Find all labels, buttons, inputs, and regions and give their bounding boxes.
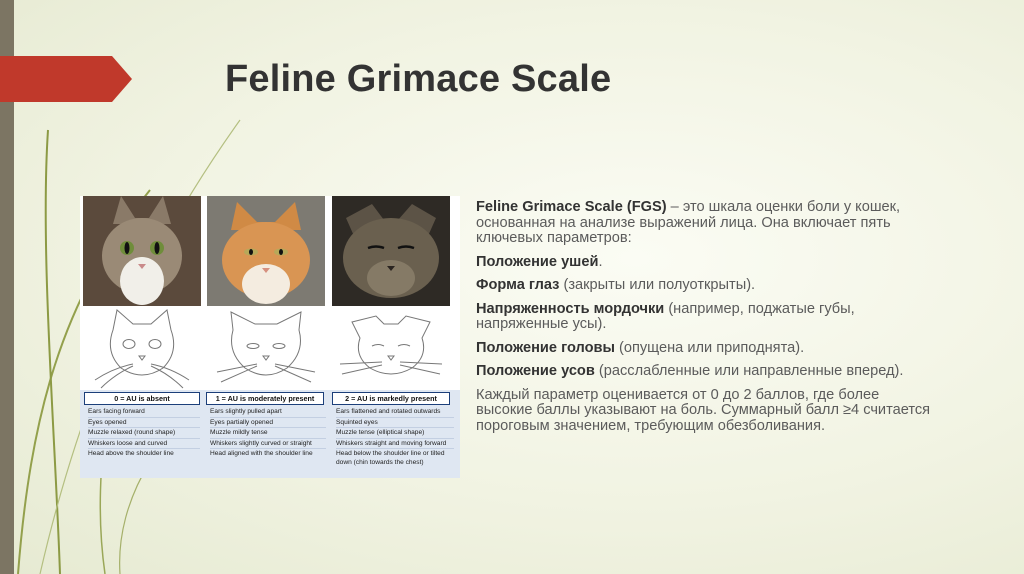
intro-paragraph	[476, 200, 936, 247]
param-muzzle-text: (например, поджатые губы, напряженные усы).	[476, 300, 855, 332]
cat-sketch-relaxed	[83, 308, 201, 390]
table-cell: Whiskers straight and moving forward	[336, 439, 454, 450]
table-cell: Whiskers slightly curved or straight	[210, 439, 326, 450]
cat-photo-marked	[332, 196, 450, 306]
title-accent-arrow	[0, 56, 132, 102]
cat-photo-relaxed	[83, 196, 201, 306]
param-head-text: (опущена или приподнята).	[614, 339, 805, 356]
table-cell: Ears slightly pulled apart	[210, 407, 326, 418]
table-column-0	[88, 407, 200, 460]
table-cell: Head below the shoulder line or tilted down (chin towards the chest)	[336, 450, 445, 466]
table-header-1: 1 = AU is moderately present	[206, 392, 324, 405]
param-muzzle-bold: Напряженность мордочки	[476, 300, 665, 317]
table-cell: Muzzle tense (elliptical shape)	[336, 428, 454, 439]
summary-paragraph: Каждый параметр оценивается от 0 до 2 баллов, где более высокие баллы указывают на боль. Суммарный балл ≥4 считается пороговым значением, требующим обезболивания.	[476, 386, 931, 434]
param-head	[476, 341, 936, 357]
table-cell: Muzzle mildly tense	[210, 428, 326, 439]
param-head-bold: Положение головы	[476, 339, 615, 356]
table-column-2	[336, 407, 454, 469]
param-whiskers-text: (расслабленные или направленные вперед).	[594, 363, 904, 379]
table-cell: Ears flattened and rotated outwards	[336, 407, 454, 418]
intro-bold: Feline Grimace Scale (FGS)	[476, 199, 667, 215]
param-ears-text: .	[598, 253, 603, 270]
table-cell: Ears facing forward	[88, 407, 200, 418]
table-cell: Muzzle relaxed (round shape)	[88, 428, 200, 439]
table-header-0: 0 = AU is absent	[84, 392, 200, 405]
fgs-figure	[80, 196, 460, 478]
table-cell: Squinted eyes	[336, 418, 454, 429]
table-cell: Whiskers loose and curved	[88, 439, 200, 450]
param-eyes-text: (закрыты или полуоткрыты).	[559, 277, 756, 293]
table-cell: Eyes opened	[88, 418, 200, 429]
table-cell: Eyes partially opened	[210, 418, 326, 429]
param-muzzle	[476, 302, 936, 333]
param-whiskers	[476, 364, 936, 380]
param-whiskers-bold: Положение усов	[476, 363, 595, 379]
param-eyes	[476, 278, 936, 294]
param-eyes-bold: Форма глаз	[476, 277, 560, 293]
table-header-2: 2 = AU is markedly present	[332, 392, 450, 405]
cat-photo-moderate	[207, 196, 325, 306]
fgs-score-table	[80, 390, 460, 478]
slide-content	[476, 200, 936, 442]
intro-text: – это шкала оценки боли у кошек, основанная на анализе выражений лица. Она включает пять ключевых параметров:	[476, 199, 901, 246]
table-column-1	[210, 407, 326, 460]
param-ears-bold: Положение ушей	[476, 253, 599, 270]
table-cell: Head above the shoulder line	[88, 450, 174, 457]
cat-sketch-moderate	[207, 308, 325, 390]
param-ears	[476, 255, 936, 271]
table-cell: Head aligned with the shoulder line	[210, 450, 313, 457]
cat-sketch-marked	[332, 308, 450, 390]
slide-title: Feline Grimace Scale	[225, 58, 612, 100]
